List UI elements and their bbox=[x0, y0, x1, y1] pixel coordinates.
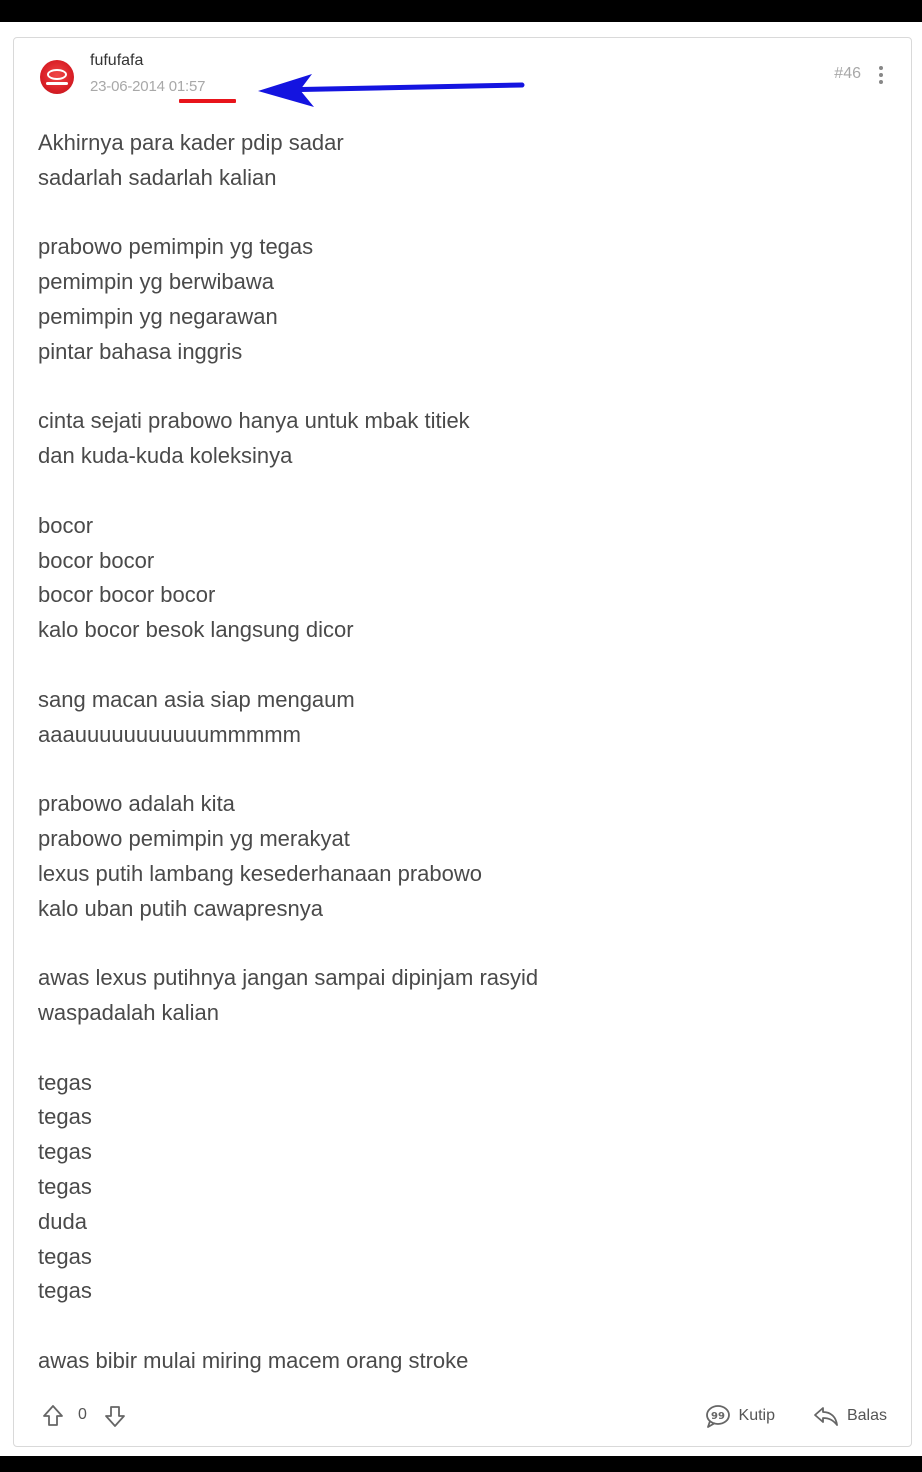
blank-line bbox=[38, 752, 888, 787]
post-line: aaauuuuuuuuuuummmmm bbox=[38, 721, 301, 747]
post-body bbox=[38, 126, 888, 1379]
annotation-underline bbox=[179, 99, 236, 103]
post-line: bocor bbox=[38, 512, 94, 538]
post-line: bocor bocor bocor bbox=[38, 582, 216, 608]
post-line: lexus putih lambang kesederhanaan prabowo bbox=[38, 860, 482, 886]
post-timestamp bbox=[90, 78, 205, 95]
post-line: kalo bocor besok langsung dicor bbox=[38, 617, 354, 643]
post-footer bbox=[38, 1400, 887, 1432]
post-line: waspadalah kalian bbox=[38, 999, 220, 1025]
quote-bubble-icon bbox=[705, 1404, 731, 1428]
post-line: tegas bbox=[38, 1243, 92, 1269]
post-line: bocor bocor bbox=[38, 547, 155, 573]
post-line: tegas bbox=[38, 1173, 92, 1199]
vote-count: 0 bbox=[78, 1406, 87, 1423]
blank-line bbox=[38, 1309, 888, 1344]
post-line: duda bbox=[38, 1208, 87, 1234]
reply-label: Balas bbox=[846, 1407, 887, 1424]
post-number[interactable]: #46 bbox=[834, 65, 861, 82]
username[interactable]: fufufafa bbox=[90, 52, 144, 69]
post-line: tegas bbox=[38, 1139, 92, 1165]
post-line: cinta sejati prabowo hanya untuk mbak titiek bbox=[38, 408, 470, 434]
arrow-down-icon[interactable] bbox=[104, 1404, 126, 1428]
blank-line bbox=[38, 370, 888, 405]
post-line: tegas bbox=[38, 1104, 92, 1130]
post-line: pintar bahasa inggris bbox=[38, 338, 243, 364]
arrow-up-icon[interactable] bbox=[42, 1404, 64, 1428]
post-date: 23-06-2014 bbox=[90, 78, 165, 95]
svg-text:99: 99 bbox=[710, 1411, 725, 1422]
post-line: tegas bbox=[38, 1278, 92, 1304]
post-line: prabowo pemimpin yg tegas bbox=[38, 234, 314, 260]
post-line: dan kuda-kuda koleksinya bbox=[38, 443, 293, 469]
post-line: tegas bbox=[38, 1069, 92, 1095]
post-line: prabowo adalah kita bbox=[38, 791, 235, 817]
post-line: sadarlah sadarlah kalian bbox=[38, 164, 277, 190]
screen bbox=[0, 22, 922, 1456]
post-line: sang macan asia siap mengaum bbox=[38, 686, 355, 712]
blank-line bbox=[38, 196, 888, 231]
blank-line bbox=[38, 1031, 888, 1066]
post-time: 01:57 bbox=[168, 78, 206, 95]
blank-line bbox=[38, 648, 888, 683]
reply-button[interactable] bbox=[813, 1402, 887, 1430]
post-line: pemimpin yg negarawan bbox=[38, 303, 278, 329]
blank-line bbox=[38, 474, 888, 509]
post-line: pemimpin yg berwibawa bbox=[38, 269, 274, 295]
annotation-arrow bbox=[252, 70, 528, 110]
post-line: kalo uban putih cawapresnya bbox=[38, 895, 323, 921]
post-line: prabowo pemimpin yg merakyat bbox=[38, 825, 350, 851]
reply-arrow-icon bbox=[813, 1405, 839, 1427]
post-line: awas bibir mulai miring macem orang stroke bbox=[38, 1347, 469, 1373]
quote-label: Kutip bbox=[738, 1407, 775, 1424]
post-line: Akhirnya para kader pdip sadar bbox=[38, 130, 344, 155]
post-line: awas lexus putihnya jangan sampai dipinjam rasyid bbox=[38, 965, 539, 991]
avatar[interactable] bbox=[40, 60, 74, 94]
blank-line bbox=[38, 926, 888, 961]
more-vertical-icon[interactable] bbox=[875, 64, 887, 86]
quote-button[interactable] bbox=[705, 1402, 775, 1430]
post-card bbox=[13, 37, 912, 1447]
